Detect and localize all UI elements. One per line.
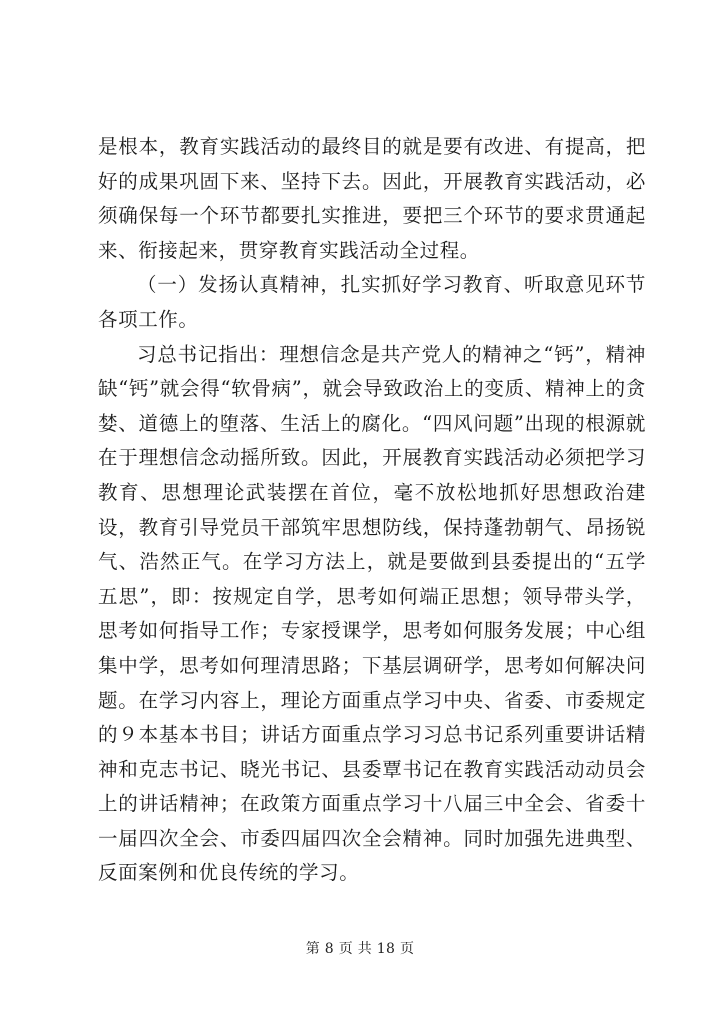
paragraph-continuation: 是根本，教育实践活动的最终目的就是要有改进、有提高，把好的成果巩固下来、坚持下去。因此，开展教育实践活动，必须确保每一个环节都要扎实推进，要把三个环节的要求贯通起来、衔接起来，贯穿教育实践活动全过程。 bbox=[98, 135, 646, 262]
document-body bbox=[98, 130, 646, 891]
paragraph-section-heading: （一）发扬认真精神，扎实抓好学习教育、听取意见环节各项工作。 bbox=[98, 273, 646, 331]
paragraph-study-education: 习总书记指出：理想信念是共产党人的精神之“钙”，精神缺“钙”就会得“软骨病”，就会导致政治上的变质、精神上的贪婪、道德上的堕落、生活上的腐化。“四风问题”出现的根源就在于理想信念动摇所致。因此，开展教育实践活动必须把学习教育、思想理论武装摆在首位，毫不放松地抓好思想政治建设，教育引导党员干部筑牢思想防线，保持蓬勃朝气、昂扬锐气、浩然正气。在学习方法上，就是要做到县委提出的“五学五思”，即：按规定自学，思考如何端正思想；领导带头学，思考如何指导工作；专家授课学，思考如何服务发展；中心组集中学，思考如何理清思路；下基层调研学，思考如何解决问题。在学习内容上，理论方面重点学习中央、省委、市委规定的９本基本书目；讲话方面重点学习习总书记系列重要讲话精神和克志书记、晓光书记、县委覃书记在教育实践活动动员会上的讲话精神；在政策方面重点学习十八届三中全会、省委十一届四次全会、市委四届四次全会精神。同时加强先进典型、反面案例和优良传统的学习。 bbox=[98, 342, 646, 885]
page-number-footer: 第 8 页 共 18 页 bbox=[305, 941, 415, 957]
